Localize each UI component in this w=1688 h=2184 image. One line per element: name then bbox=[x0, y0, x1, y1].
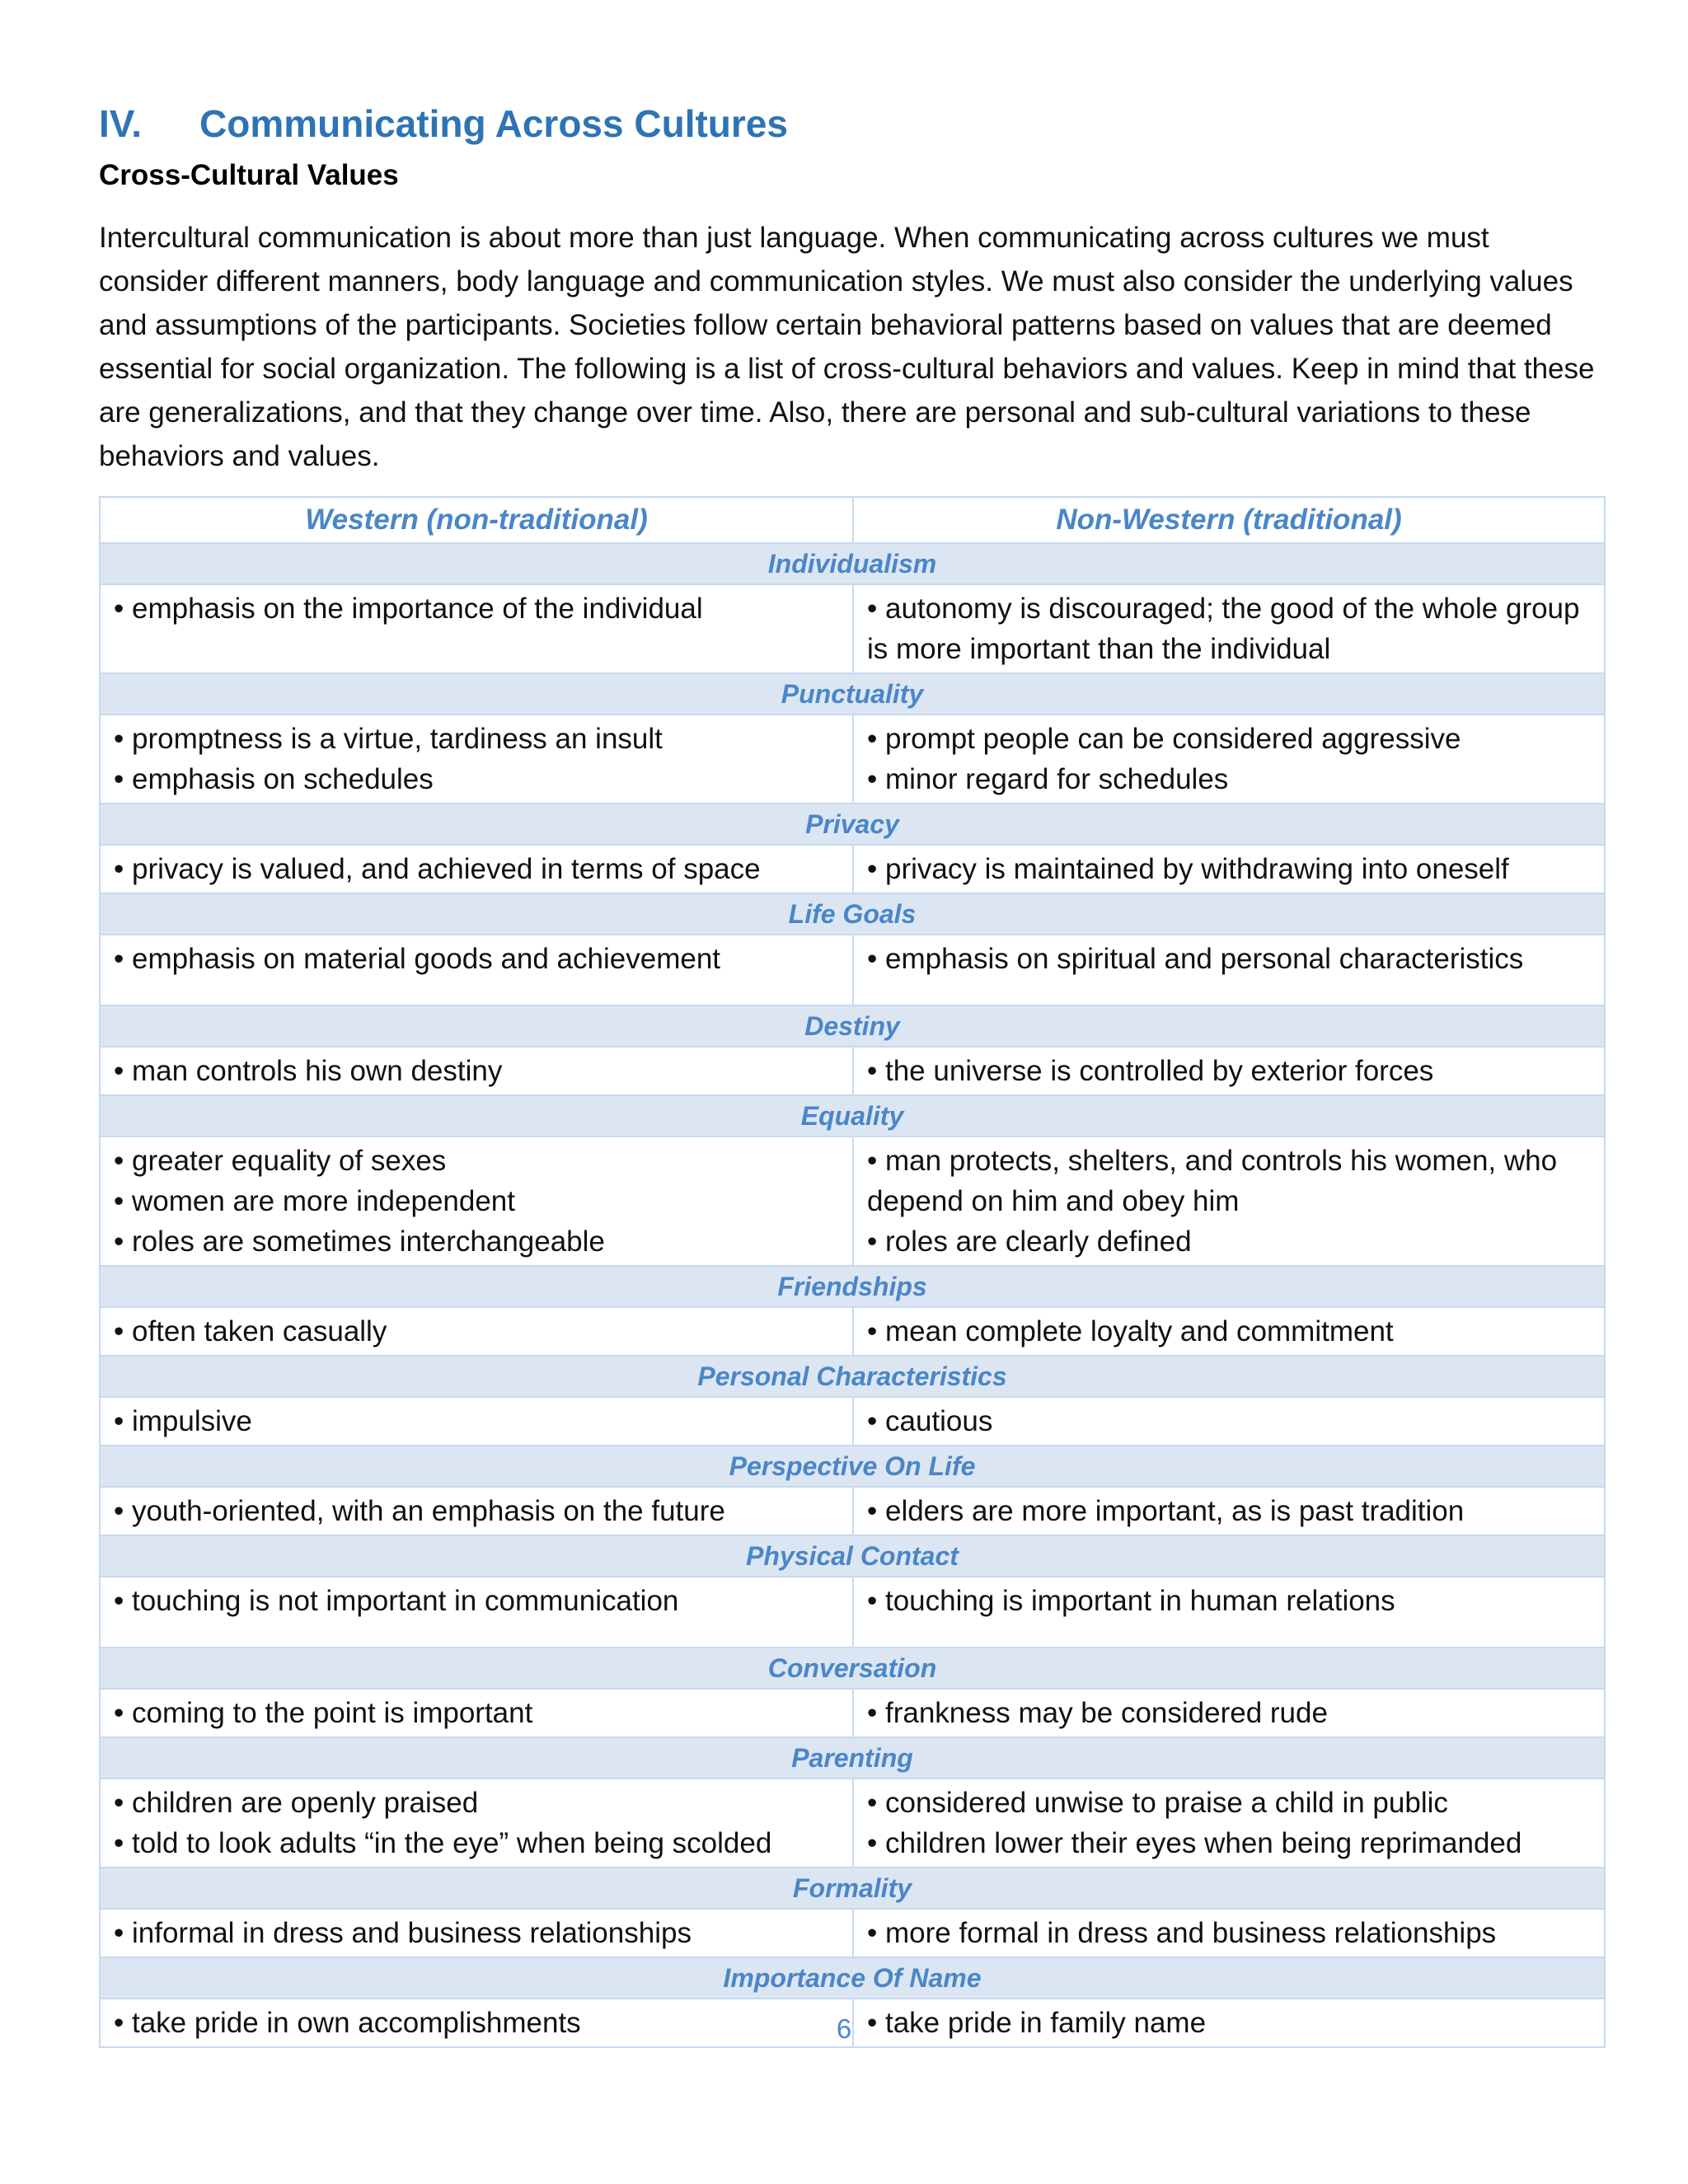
western-item: • coming to the point is important bbox=[114, 1697, 533, 1729]
category-row bbox=[100, 1957, 1605, 1999]
category-label: Physical Contact bbox=[100, 1535, 1605, 1577]
category-row bbox=[100, 1005, 1605, 1047]
western-item: • told to look adults “in the eye” when being scolded bbox=[114, 1827, 772, 1859]
nonwestern-item: • frankness may be considered rude bbox=[867, 1697, 1328, 1729]
western-cell bbox=[100, 715, 853, 804]
nonwestern-item: • prompt people can be considered aggressive bbox=[867, 723, 1461, 755]
nonwestern-item: • more formal in dress and business relationships bbox=[867, 1917, 1497, 1949]
western-item: • youth-oriented, with an emphasis on the future bbox=[114, 1495, 725, 1527]
nonwestern-item: • roles are clearly defined bbox=[867, 1226, 1192, 1258]
category-label: Conversation bbox=[100, 1647, 1605, 1689]
nonwestern-cell bbox=[853, 584, 1605, 673]
category-row bbox=[100, 804, 1605, 845]
table-row bbox=[100, 1397, 1605, 1446]
nonwestern-cell bbox=[853, 1689, 1605, 1737]
western-cell bbox=[100, 1909, 853, 1957]
table-row bbox=[100, 1779, 1605, 1868]
table-row bbox=[100, 935, 1605, 1005]
category-row bbox=[100, 1266, 1605, 1307]
western-item: • informal in dress and business relationships bbox=[114, 1917, 692, 1949]
nonwestern-item: • the universe is controlled by exterior forces bbox=[867, 1055, 1434, 1087]
nonwestern-cell bbox=[853, 1047, 1605, 1095]
document-page bbox=[99, 99, 1604, 2048]
category-label: Equality bbox=[100, 1095, 1605, 1137]
western-cell bbox=[100, 1577, 853, 1647]
nonwestern-cell bbox=[853, 1577, 1605, 1647]
category-row bbox=[100, 543, 1605, 584]
nonwestern-cell bbox=[853, 1397, 1605, 1446]
table-row bbox=[100, 1307, 1605, 1356]
nonwestern-item: • children lower their eyes when being reprimanded bbox=[867, 1827, 1522, 1859]
western-item: • impulsive bbox=[114, 1405, 252, 1437]
western-item: • emphasis on the importance of the individual bbox=[114, 593, 703, 625]
table-row bbox=[100, 1487, 1605, 1535]
nonwestern-cell bbox=[853, 1779, 1605, 1868]
western-item: • roles are sometimes interchangeable bbox=[114, 1226, 605, 1258]
table-row bbox=[100, 845, 1605, 893]
category-label: Personal Characteristics bbox=[100, 1356, 1605, 1397]
western-item: • man controls his own destiny bbox=[114, 1055, 503, 1087]
nonwestern-item: • mean complete loyalty and commitment bbox=[867, 1315, 1394, 1347]
western-cell bbox=[100, 935, 853, 1005]
western-item: • privacy is valued, and achieved in terms of space bbox=[114, 853, 761, 885]
nonwestern-item: • emphasis on spiritual and personal characteristics bbox=[867, 943, 1524, 975]
nonwestern-cell bbox=[853, 935, 1605, 1005]
column-header-nonwestern: Non-Western (traditional) bbox=[853, 497, 1605, 543]
western-item: • greater equality of sexes bbox=[114, 1145, 447, 1177]
table-row bbox=[100, 1689, 1605, 1737]
western-cell bbox=[100, 1307, 853, 1356]
western-item: • often taken casually bbox=[114, 1315, 387, 1347]
nonwestern-cell bbox=[853, 845, 1605, 893]
table-row bbox=[100, 1137, 1605, 1266]
table-row bbox=[100, 715, 1605, 804]
category-row bbox=[100, 1356, 1605, 1397]
cross-cultural-values-table bbox=[99, 496, 1606, 2048]
table-row bbox=[100, 1577, 1605, 1647]
category-label: Formality bbox=[100, 1868, 1605, 1909]
section-heading bbox=[99, 99, 1604, 148]
nonwestern-cell bbox=[853, 1307, 1605, 1356]
western-cell bbox=[100, 584, 853, 673]
table-row bbox=[100, 1909, 1605, 1957]
western-item: • emphasis on material goods and achievement bbox=[114, 943, 721, 975]
nonwestern-item: • considered unwise to praise a child in public bbox=[867, 1787, 1448, 1819]
table-row bbox=[100, 1047, 1605, 1095]
nonwestern-item: • minor regard for schedules bbox=[867, 763, 1229, 795]
category-row bbox=[100, 673, 1605, 715]
nonwestern-item: • man protects, shelters, and controls his women, who depend on him and obey him bbox=[867, 1145, 1558, 1217]
nonwestern-cell bbox=[853, 1487, 1605, 1535]
western-item: • promptness is a virtue, tardiness an insult bbox=[114, 723, 663, 755]
western-cell bbox=[100, 845, 853, 893]
western-cell bbox=[100, 1397, 853, 1446]
category-label: Parenting bbox=[100, 1737, 1605, 1779]
western-cell bbox=[100, 1047, 853, 1095]
table-body bbox=[100, 543, 1605, 2047]
nonwestern-item: • take pride in family name bbox=[867, 2007, 1207, 2039]
nonwestern-item: • elders are more important, as is past tradition bbox=[867, 1495, 1465, 1527]
category-row bbox=[100, 893, 1605, 935]
western-item: • take pride in own accomplishments bbox=[114, 2007, 581, 2039]
western-item: • emphasis on schedules bbox=[114, 763, 434, 795]
western-cell bbox=[100, 1487, 853, 1535]
section-number: IV. bbox=[99, 102, 143, 145]
category-label: Perspective On Life bbox=[100, 1446, 1605, 1487]
nonwestern-item: • privacy is maintained by withdrawing into oneself bbox=[867, 853, 1509, 885]
category-row bbox=[100, 1868, 1605, 1909]
nonwestern-item: • autonomy is discouraged; the good of the whole group is more important than the individual bbox=[867, 593, 1580, 665]
nonwestern-cell bbox=[853, 1909, 1605, 1957]
category-row bbox=[100, 1535, 1605, 1577]
page-number: 6 bbox=[836, 2013, 852, 2044]
nonwestern-item: • cautious bbox=[867, 1405, 993, 1437]
category-label: Individualism bbox=[100, 543, 1605, 584]
table-row bbox=[100, 584, 1605, 673]
section-title: Communicating Across Cultures bbox=[199, 102, 788, 145]
category-label: Life Goals bbox=[100, 893, 1605, 935]
nonwestern-item: • touching is important in human relations bbox=[867, 1585, 1395, 1617]
western-item: • children are openly praised bbox=[114, 1787, 479, 1819]
category-label: Importance Of Name bbox=[100, 1957, 1605, 1999]
western-cell bbox=[100, 1137, 853, 1266]
category-label: Friendships bbox=[100, 1266, 1605, 1307]
subheading: Cross-Cultural Values bbox=[99, 159, 399, 191]
table-header-row bbox=[100, 497, 1605, 543]
category-row bbox=[100, 1647, 1605, 1689]
western-cell bbox=[100, 1689, 853, 1737]
nonwestern-cell bbox=[853, 715, 1605, 804]
category-row bbox=[100, 1737, 1605, 1779]
column-header-western: Western (non-traditional) bbox=[100, 497, 853, 543]
western-item: • touching is not important in communication bbox=[114, 1585, 679, 1617]
category-row bbox=[100, 1095, 1605, 1137]
intro-paragraph: Intercultural communication is about more than just language. When communicating across cultures we must consider different manners, body language and communication styles. We must also consider the underlying values and assumptions of the participants. Societies follow certain behavioral patterns based on values that are deemed essential for social organization. The following is a list of cross-cultural behaviors and values. Keep in mind that these are generalizations, and that they change over time. Also, there are personal and sub-cultural variations to these behaviors and values. bbox=[99, 222, 1595, 472]
western-cell bbox=[100, 1779, 853, 1868]
category-label: Privacy bbox=[100, 804, 1605, 845]
category-row bbox=[100, 1446, 1605, 1487]
category-label: Punctuality bbox=[100, 673, 1605, 715]
category-label: Destiny bbox=[100, 1005, 1605, 1047]
western-item: • women are more independent bbox=[114, 1185, 515, 1217]
nonwestern-cell bbox=[853, 1137, 1605, 1266]
